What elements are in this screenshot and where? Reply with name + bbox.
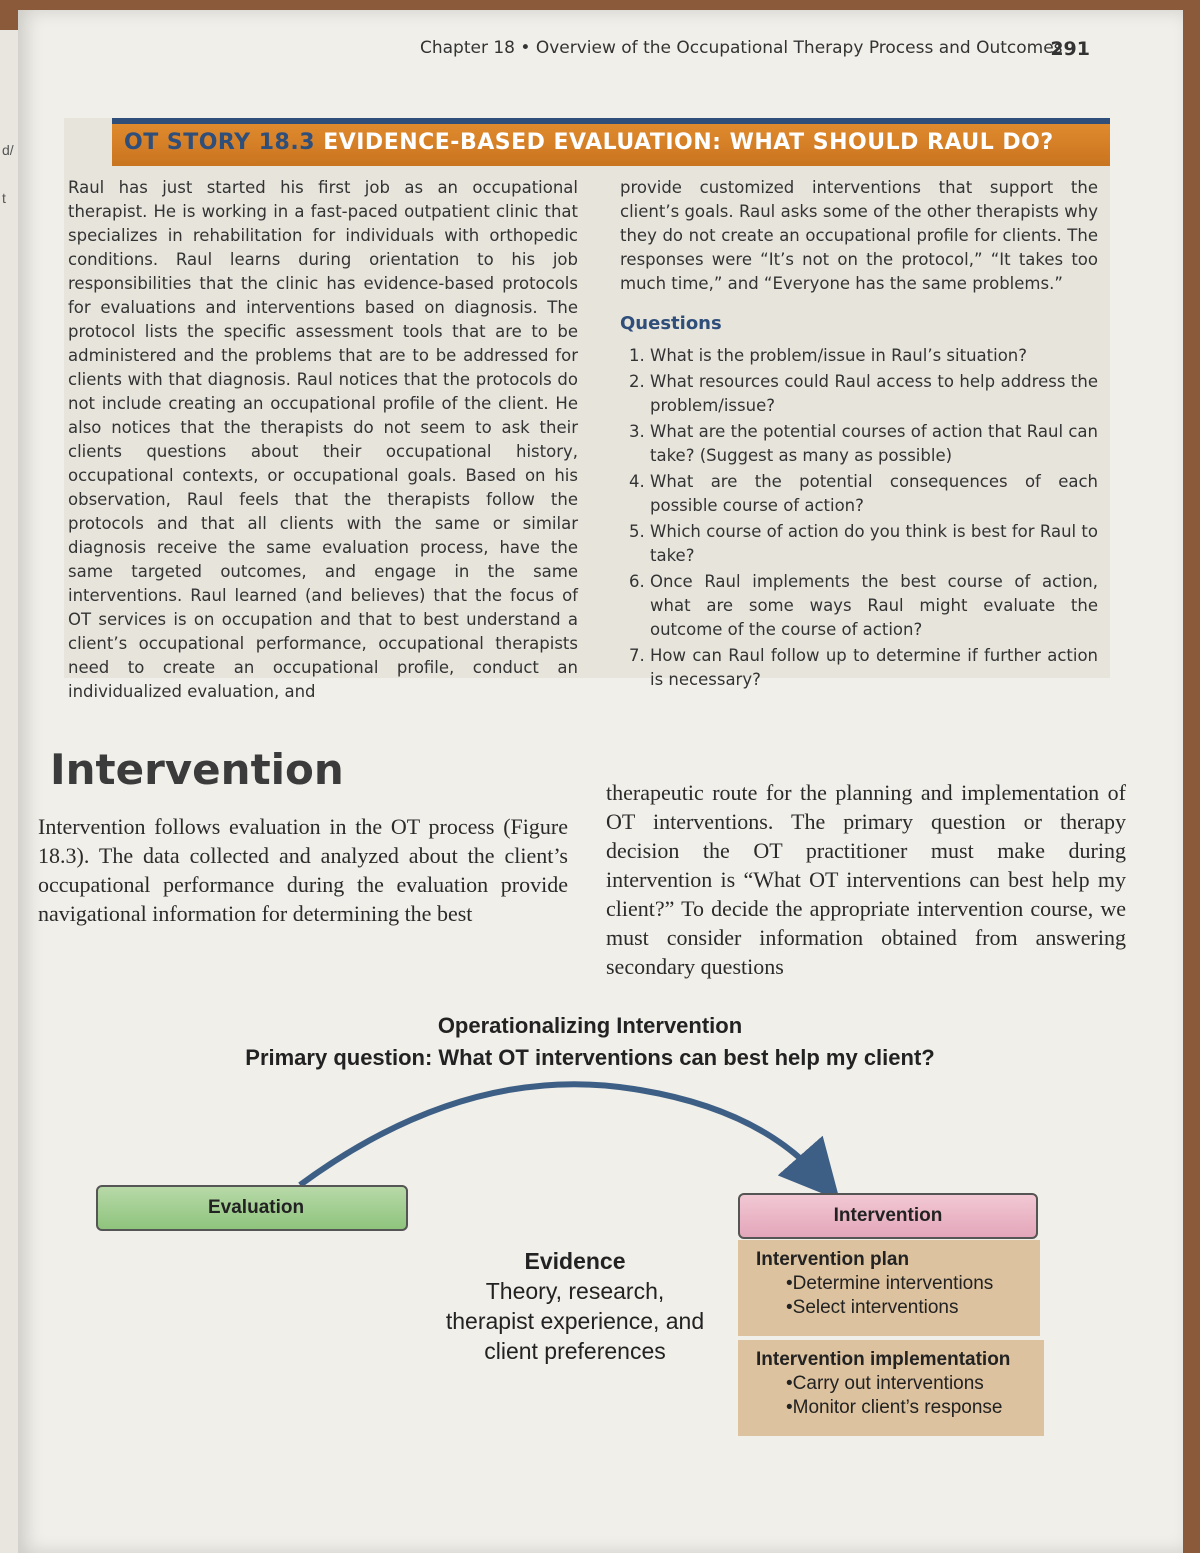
- question-item: 3. What are the potential courses of action that Raul can take? (Suggest as many as possible): [650, 420, 1098, 468]
- impl-heading: Intervention implementation: [756, 1349, 1011, 1370]
- intervention-plan-box: [738, 1240, 1040, 1336]
- question-item: 1. What is the problem/issue in Raul’s situation?: [650, 344, 1098, 368]
- page-number: 291: [1050, 38, 1090, 60]
- chapter-title: Chapter 18 • Overview of the Occupational Therapy Process and Outcomes: [420, 38, 1063, 58]
- story-left-column: Raul has just started his first job as an occupational therapist. He is working in a fast-paced outpatient clinic that specializes in rehabilitation for individuals with orthopedic conditions. Raul learns during orientation to his job responsibilities that the clinic has evidence-based protocols for evaluations and interventions based on diagnosis. The protocol lists the specific assessment tools that are to be administered and the problems that are to be addressed for clients with that diagnosis. Raul notices that the protocols do not include creating an occupational profile of the client. He also notices that the therapists do not seem to ask their clients questions about their occupational history, occupational contexts, or occupational goals. Based on his observation, Raul feels that the therapists follow the protocols and that all clients with the same or similar diagnosis receive the same evaluation process, have the same targeted outcomes, and engage in the same interventions. Raul learned (and believes) that the focus of OT services is on occupation and that to best understand a client’s occupational performance, occupational therapists need to create an occupational profile, conduct an individualized evaluation, and: [68, 178, 578, 701]
- figure-title-line2: Primary question: What OT interventions can best help my client?: [245, 1045, 935, 1070]
- questions-heading: Questions: [620, 313, 722, 334]
- story-title: EVIDENCE-BASED EVALUATION: WHAT SHOULD RAUL DO?: [315, 130, 1054, 155]
- margin-fragment: d/: [2, 142, 14, 158]
- intervention-box: Intervention: [738, 1193, 1038, 1239]
- question-item: 2. What resources could Raul access to help address the problem/issue?: [650, 370, 1098, 418]
- margin-fragment: t: [2, 190, 6, 206]
- impl-item: • Monitor client’s response: [786, 1396, 1026, 1420]
- impl-item: • Carry out interventions: [786, 1372, 1026, 1396]
- plan-item: • Determine interventions: [786, 1272, 1022, 1296]
- plan-heading: Intervention plan: [756, 1249, 910, 1270]
- question-item: 5. Which course of action do you think is best for Raul to take?: [650, 520, 1098, 568]
- figure-title-line1: Operationalizing Intervention: [437, 1013, 743, 1038]
- evidence-heading: Evidence: [524, 1248, 626, 1274]
- evaluation-box: Evaluation: [96, 1185, 408, 1231]
- evidence-text: Theory, research, therapist experience, and client preferences: [445, 1278, 705, 1364]
- story-label: OT STORY 18.3: [124, 130, 316, 155]
- story-continuation: provide customized interventions that support the client’s goals. Raul asks some of the other therapists why they do not create an occupational profile for clients. The responses were “It’s not on the protocol,” “It takes too much time,” and “Everyone has the same problems.”: [620, 178, 1098, 293]
- intervention-implementation-box: [738, 1340, 1044, 1436]
- body-text-right: therapeutic route for the planning and implementation of OT interventions. The primary question or therapy decision the OT practitioner must make during intervention is “What OT interventions can best help my client?” To decide the appropriate intervention course, we must consider information obtained from answering secondary questions: [606, 780, 1126, 979]
- plan-list: [756, 1272, 1022, 1320]
- plan-item: • Select interventions: [786, 1296, 1022, 1320]
- impl-list: [756, 1372, 1026, 1420]
- evidence-block: [440, 1246, 710, 1366]
- body-text-left: Intervention follows evaluation in the OT process (Figure 18.3). The data collected and analyzed about the client’s occupational performance during the evaluation provide navigational information for determining the best: [38, 814, 568, 926]
- question-item: 6. Once Raul implements the best course of action, what are some ways Raul might evaluate the outcome of the course of action?: [650, 570, 1098, 642]
- question-item: 4. What are the potential consequences of each possible course of action?: [650, 470, 1098, 518]
- question-item: 7. How can Raul follow up to determine if further action is necessary?: [650, 644, 1098, 692]
- section-heading: Intervention: [50, 745, 344, 794]
